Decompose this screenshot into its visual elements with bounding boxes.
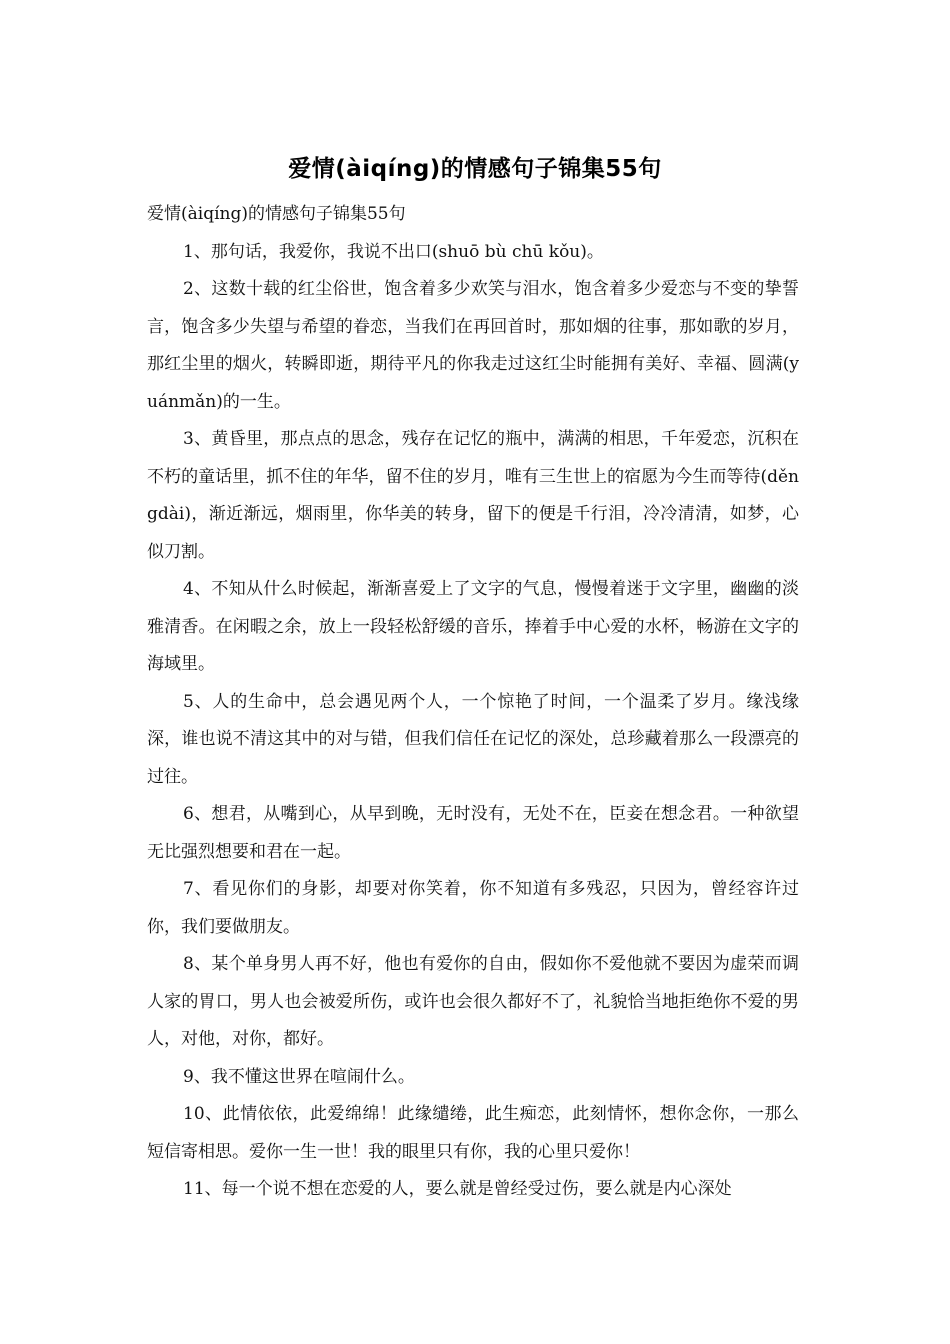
paragraph-5: 5、人的生命中，总会遇见两个人，一个惊艳了时间，一个温柔了岁月。缘浅缘深，谁也说不清这其中的对与错，但我们信任在记忆的深处，总珍藏着那么一段漂亮的过往。 [147, 691, 799, 787]
paragraph-2: 2、这数十载的红尘俗世，饱含着多少欢笑与泪水，饱含着多少爱恋与不变的挚誓言，饱含多少失望与希望的眷恋，当我们在再回首时，那如烟的往事，那如歌的岁月，那红尘里的烟火，转瞬即逝，期待平凡的你我走过这红尘时能拥有美好、幸福、圆满(yuánmǎn)的一生。 [147, 279, 799, 412]
paragraph-11: 11、每一个说不想在恋爱的人，要么就是曾经受过伤，要么就是内心深处 [183, 1179, 732, 1199]
paragraph-4: 4、不知从什么时候起，渐渐喜爱上了文字的气息，慢慢着迷于文字里，幽幽的淡雅清香。在闲暇之余，放上一段轻松舒缓的音乐，捧着手中心爱的水杯，畅游在文字的海域里。 [147, 579, 799, 674]
document-subtitle: 爱情(àiqíng)的情感句子锦集55句 [147, 204, 406, 224]
document-title: 爱情(àiqíng)的情感句子锦集55句 [288, 156, 662, 182]
paragraph-10: 10、此情依依，此爱绵绵！此缘缱绻，此生痴恋，此刻情怀，想你念你，一那么短信寄相思。爱你一生一世！我的眼里只有你，我的心里只爱你！ [147, 1104, 799, 1162]
paragraph-1: 1、那句话，我爱你，我说不出口(shuō bù chū kǒu)。 [183, 241, 604, 262]
paragraph-8: 8、某个单身男人再不好，他也有爱你的自由，假如你不爱他就不要因为虚荣而调人家的胃口，男人也会被爱所伤，或许也会很久都好不了，礼貌恰当地拒绝你不爱的男人，对他，对你，都好。 [147, 954, 799, 1049]
paragraph-6: 6、想君，从嘴到心，从早到晚，无时没有，无处不在，臣妾在想念君。一种欲望无比强烈想要和君在一起。 [147, 804, 799, 862]
paragraph-9: 9、我不懂这世界在喧闹什么。 [183, 1066, 415, 1087]
paragraph-3: 3、黄昏里，那点点的思念，残存在记忆的瓶中，满满的相思，千年爱恋，沉积在不朽的童话里，抓不住的年华，留不住的岁月，唯有三生世上的宿愿为今生而等待(děngdài)，渐近渐远，烟雨里，你华美的转身，留下的便是千行泪，冷冷清清，如梦，心似刀割。 [147, 429, 799, 562]
document-body [147, 196, 799, 1209]
paragraph-7: 7、看见你们的身影，却要对你笑着，你不知道有多残忍，只因为，曾经容许过你，我们要做朋友。 [147, 879, 799, 937]
